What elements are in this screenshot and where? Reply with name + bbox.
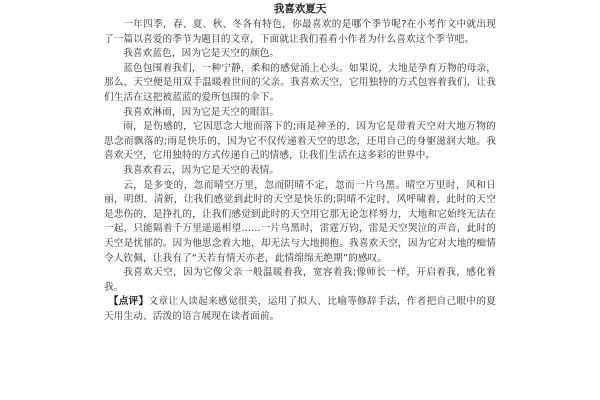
comment-paragraph	[104, 295, 496, 324]
article-title: 我喜欢夏天	[273, 3, 327, 15]
comment-text: 文章让人读起来感觉很美，运用了拟人、比喻等修辞手法，作者把自己眼中的夏天用生动、活泼的语言展现在读者面前。	[104, 296, 496, 322]
comment-label: 【点评】	[108, 296, 149, 308]
paragraph-sky-parent: 蓝色包围着我们，一种宁静，柔和的感觉涌上心头。如果说，大地是孕育万物的母亲，那么，天空便是用双手温暖着世间的父亲。我喜欢天空，它用独特的方式包容着我们，让我们生活在这把被蓝蓝的爱所包围的伞下。	[104, 62, 496, 103]
paragraph-blue: 我喜欢蓝色，因为它是天空的颜色。	[123, 48, 280, 60]
paragraph-rain: 我喜欢淋雨，因为它是天空的眼泪。	[123, 106, 280, 118]
paragraph-rain-detail: 雨，是伤感的，它因思念大地而落下的;雨是神圣的，因为它是带着天空对大地万物的思念而飘落的;雨是快乐的，因为它不仅传递着天空的思念，还用自己的身躯滋润大地。我喜欢天空，它用独特的方式传递自己的情感，让我们生活在这多彩的世界中。	[104, 121, 496, 162]
paragraph-cloud-detail: 云，是多变的，忽而晴空万里，忽而阴晴不定，忽而一片乌黑。晴空万里时，风和日丽，明朗、清新，让我们感觉到此时的天空是快乐的;阴晴不定时，风呼啸着，此时的天空是悲伤的，是挣扎的，让我们感觉到此时的天空用它那无论怎样努力，大地和它始终无法在一起，只能隔着千万里遥遥相望……一片乌黑时，雷霆万钧，雷是天空哭泣的声音，此时的天空是忧郁的。因为他思念着大地，却无法与大地拥抱。我喜欢天空，因为它对大地的痴情令人钦佩，让我有了“天若有情天亦老，此情绵绵无绝期”的感叹。	[104, 179, 496, 264]
paragraph-cloud: 我喜欢看云，因为它是天空的表情。	[123, 164, 280, 176]
paragraph-father: 我喜欢天空，因为它像父亲一般温暖着我，宽容着我;像师长一样，开启着我，感化着我。	[104, 267, 496, 293]
paragraph-intro: 一年四季，春、夏、秋、冬各有特色，你最喜欢的是哪个季节呢?在小考作文中就出现了一篇以喜爱的季节为题目的文章，下面就让我们看看小作者为什么喜欢这个季节吧。	[104, 19, 496, 45]
